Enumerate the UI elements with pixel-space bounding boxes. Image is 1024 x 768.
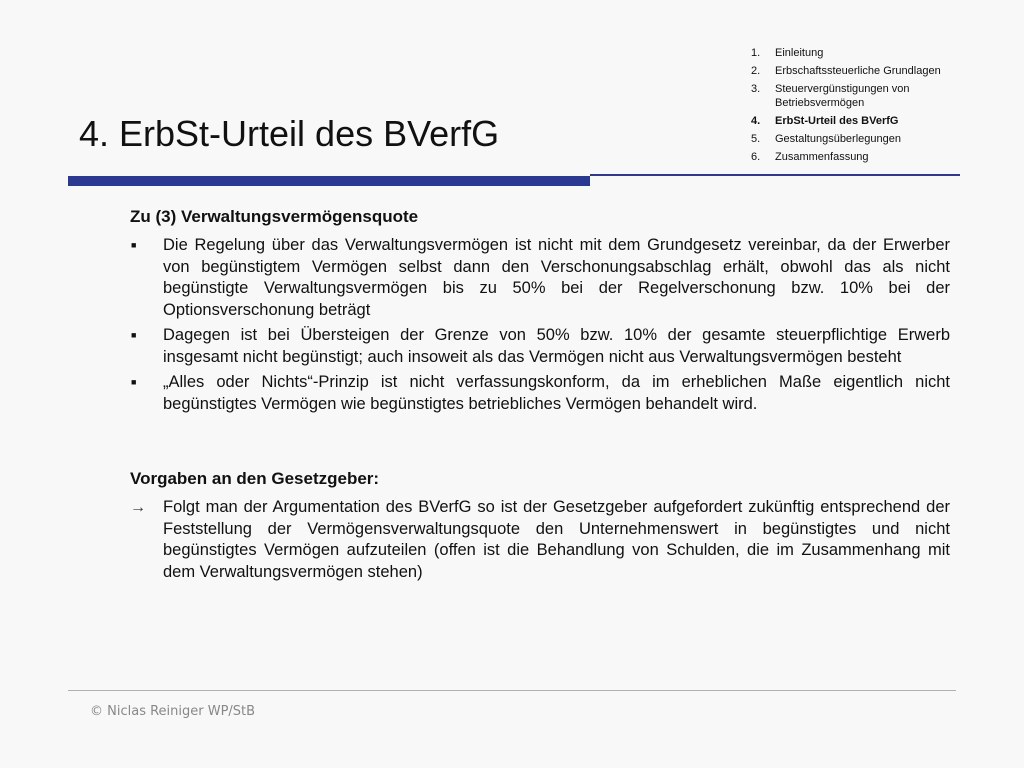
bullet-list <box>130 497 950 583</box>
agenda-item-5 <box>751 132 991 146</box>
section-heading: Zu (3) Verwaltungsvermögensquote <box>130 207 419 226</box>
agenda-number: 6. <box>751 151 761 163</box>
agenda-label: Gestaltungsüberlegungen <box>775 133 901 145</box>
agenda-item-6 <box>751 150 991 164</box>
bullet-text: Die Regelung über das Verwaltungsvermögen ist nicht mit dem Grundgesetz vereinbar, da der Erwerber von begünstigtem Vermögen selbst dann den Verschonungsabschlag erhält, obwohl das als nicht begünstigte Verwaltungsvermögen bis zu 50% bei der Regelverschonung bzw. 10% bei der Optionsverschonung beträgt <box>163 236 950 319</box>
square-bullet-icon: ■ <box>131 377 137 387</box>
agenda-number: 4. <box>751 115 761 127</box>
agenda-number: 5. <box>751 133 761 145</box>
section-vorgaben <box>130 467 950 583</box>
slide-content <box>130 205 950 587</box>
agenda-label: Zusammenfassung <box>775 151 869 163</box>
arrow-right-icon: → <box>130 499 146 516</box>
agenda-number: 1. <box>751 47 761 59</box>
square-bullet-icon: ■ <box>131 240 137 250</box>
list-item <box>130 325 950 368</box>
agenda-label: ErbSt-Urteil des BVerfG <box>775 115 899 127</box>
list-item <box>130 497 950 583</box>
agenda-item-2 <box>751 64 991 78</box>
bullet-text: „Alles oder Nichts“-Prinzip ist nicht verfassungskonform, da im erheblichen Maße eigentlich nicht begünstigtes Vermögen wie begünstigtes betriebliches Vermögen behandelt wird. <box>163 373 950 413</box>
agenda-number: 3. <box>751 83 761 95</box>
agenda-label: Steuervergünstigungen von Betriebsvermögen <box>775 83 910 109</box>
agenda-item-3 <box>751 82 991 110</box>
agenda-item-4-active <box>751 114 991 128</box>
agenda-label: Einleitung <box>775 47 824 59</box>
slide-title: 4. ErbSt-Urteil des BVerfG <box>79 113 500 154</box>
square-bullet-icon: ■ <box>131 330 137 340</box>
agenda-label: Erbschaftssteuerliche Grundlagen <box>775 65 941 77</box>
bullet-text: Folgt man der Argumentation des BVerfG so ist der Gesetzgeber aufgefordert zukünftig entsprechend der Feststellung der Vermögensverwaltungsquote den Unternehmenswert in begünstigtes und nicht begünstigtes Vermögen aufzuteilen (offen ist die Behandlung von Schulden, die im Zusammenhang mit dem Verwaltungsvermögen stehen) <box>163 498 950 581</box>
agenda-number: 2. <box>751 65 761 77</box>
title-underline-line <box>590 174 960 176</box>
section-heading: Vorgaben an den Gesetzgeber: <box>130 469 380 488</box>
footer-divider <box>68 690 956 691</box>
list-item <box>130 372 950 415</box>
agenda-list <box>751 46 991 168</box>
section-verwaltungsvermoegensquote <box>130 205 950 415</box>
list-item <box>130 235 950 321</box>
title-underline-bar <box>68 176 590 186</box>
bullet-list <box>130 235 950 415</box>
agenda-item-1 <box>751 46 991 60</box>
footer-copyright: © Niclas Reiniger WP/StB <box>90 704 256 719</box>
bullet-text: Dagegen ist bei Übersteigen der Grenze von 50% bzw. 10% der gesamte steuerpflichtige Erwerb insgesamt nicht begünstigt; auch insoweit als das Vermögen nicht aus Verwaltungsvermögen besteht <box>163 326 950 366</box>
